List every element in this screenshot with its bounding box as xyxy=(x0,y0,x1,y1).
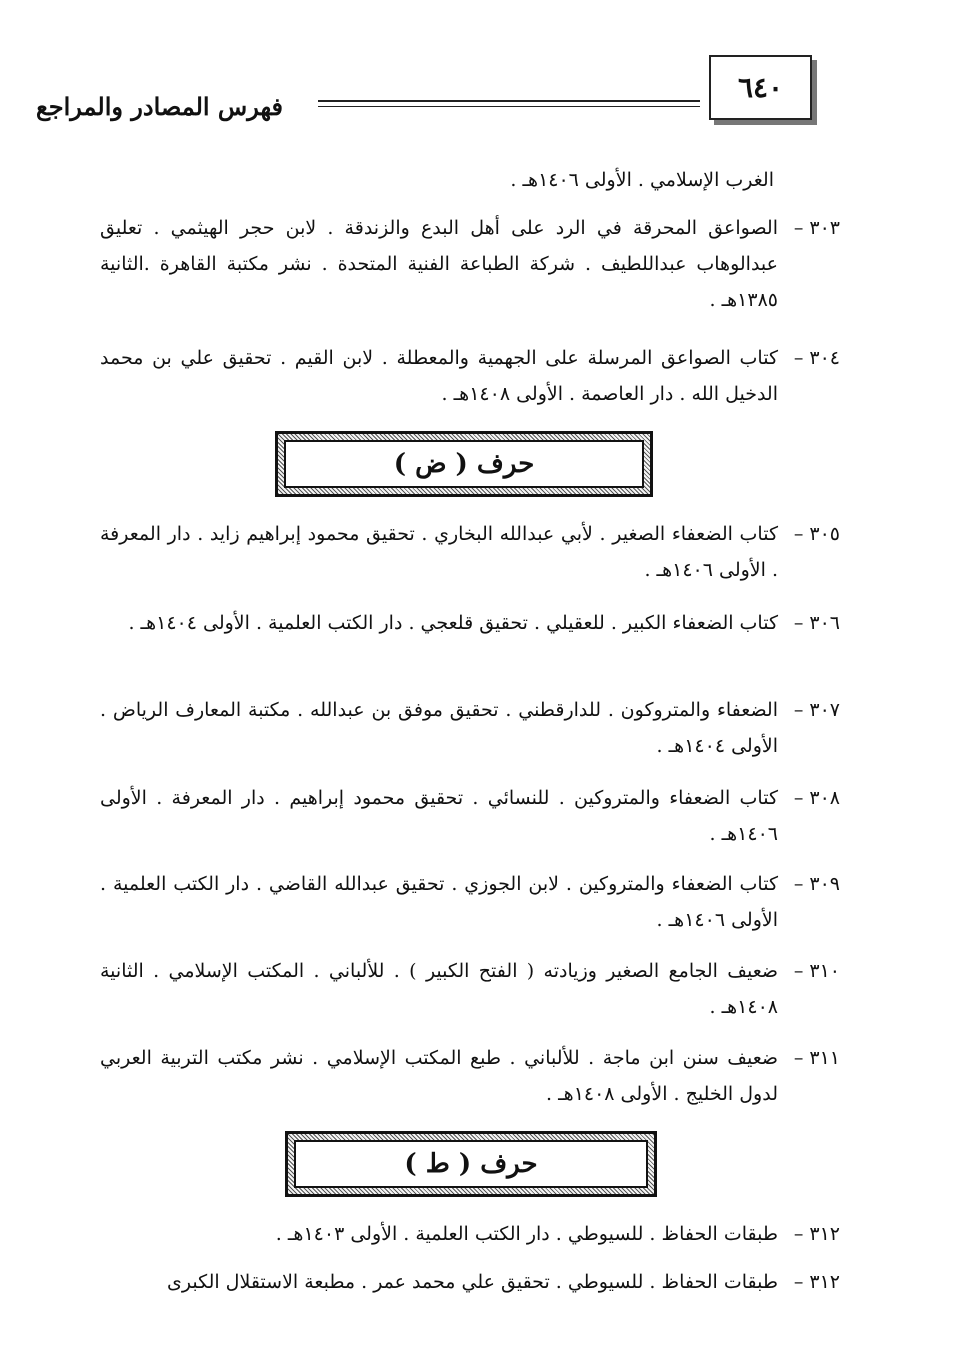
entry-number: ٣٠٥ – xyxy=(793,523,840,545)
entry-text: طبقات الحفاظ . للسيوطي . تحقيق علي محمد عمر . مطبعة الاستقلال الكبرى xyxy=(166,1271,778,1293)
entry-text: ضعيف الجامع الصغير وزيادته ( الفتح الكبير ) . للألباني . المكتب الإسلامي . الثانية ١٤٠٨هـ . xyxy=(100,960,778,1018)
section-banner-frame xyxy=(294,1140,648,1188)
page-header-title: فهرس المصادر والمراجع xyxy=(35,92,283,121)
section-heading: حرف ( ط ) xyxy=(404,1149,538,1179)
reference-entry xyxy=(100,953,840,1025)
entry-number: ٣٠٩ – xyxy=(793,873,840,895)
entry-text: كتاب الضعفاء والمتروكين . للنسائي . تحقيق محمود إبراهيم . دار المعرفة . الأولى ١٤٠٦هـ . xyxy=(100,787,778,845)
entry-number: ٣١٢ – xyxy=(793,1271,840,1293)
reference-entry xyxy=(100,605,840,641)
entry-text: كتاب الضعفاء والمتروكين . لابن الجوزي . تحقيق عبدالله القاضي . دار الكتب العلمية . الأولى ١٤٠٦هـ . xyxy=(100,873,778,931)
entry-text: الصواعق المحرقة في الرد على أهل البدع والزندقة . لابن حجر الهيثمي . تعليق عبدالوهاب عبداللطيف . شركة الطباعة الفنية المتحدة . نشر مكتبة القاهرة .الثانية ١٣٨٥هـ . xyxy=(100,217,778,311)
entry-number: ٣١٢ – xyxy=(793,1223,840,1245)
entry-text: الضعفاء والمتروكون . للدارقطني . تحقيق موفق بن عبدالله . مكتبة المعارف الرياض . الأولى ١٤٠٤هـ . xyxy=(100,699,778,757)
reference-entry xyxy=(100,1216,840,1252)
section-heading: حرف ( ض ) xyxy=(393,449,535,479)
entry-text: طبقات الحفاظ . للسيوطي . دار الكتب العلمية . الأولى ١٤٠٣هـ . xyxy=(275,1223,778,1245)
entry-number: ٣٠٨ – xyxy=(793,787,840,809)
reference-entry xyxy=(100,340,840,412)
section-banner-dad xyxy=(275,431,653,497)
reference-entry xyxy=(100,866,840,938)
page-number: ٦٤٠ xyxy=(737,71,784,104)
reference-entry xyxy=(100,780,840,852)
section-banner-ta xyxy=(285,1131,657,1197)
entry-text: كتاب الصواعق المرسلة على الجهمية والمعطلة . لابن القيم . تحقيق علي بن محمد الدخيل الله . دار العاصمة . الأولى ١٤٠٨هـ . xyxy=(100,347,778,405)
reference-entry xyxy=(100,1264,840,1300)
reference-entry xyxy=(100,210,840,318)
section-banner-frame xyxy=(284,440,644,488)
entry-number: ٣٠٦ – xyxy=(793,612,840,634)
entry-number: ٣١١ – xyxy=(793,1047,840,1069)
continuation-line: الغرب الإسلامي . الأولى ١٤٠٦هـ . xyxy=(510,169,774,191)
entry-text: ضعيف سنن ابن ماجة . للألباني . طبع المكتب الإسلامي . نشر مكتب التربية العربي لدول الخليج . الأولى ١٤٠٨هـ . xyxy=(100,1047,778,1105)
reference-entry xyxy=(100,1040,840,1112)
page-number-box xyxy=(709,55,812,120)
reference-entry xyxy=(100,692,840,764)
entry-number: ٣١٠ – xyxy=(793,960,840,982)
entry-number: ٣٠٣ – xyxy=(793,217,840,239)
entry-text: كتاب الضعفاء الكبير . للعقيلي . تحقيق قلعجي . دار الكتب العلمية . الأولى ١٤٠٤هـ . xyxy=(128,612,778,634)
reference-entry xyxy=(100,516,840,588)
entry-number: ٣٠٤ – xyxy=(793,347,840,369)
entry-number: ٣٠٧ – xyxy=(793,699,840,721)
header-rule xyxy=(318,100,700,107)
entry-text: كتاب الضعفاء الصغير . لأبي عبدالله البخاري . تحقيق محمود إبراهيم زايد . دار المعرفة . الأولى ١٤٠٦هـ . xyxy=(100,523,778,581)
